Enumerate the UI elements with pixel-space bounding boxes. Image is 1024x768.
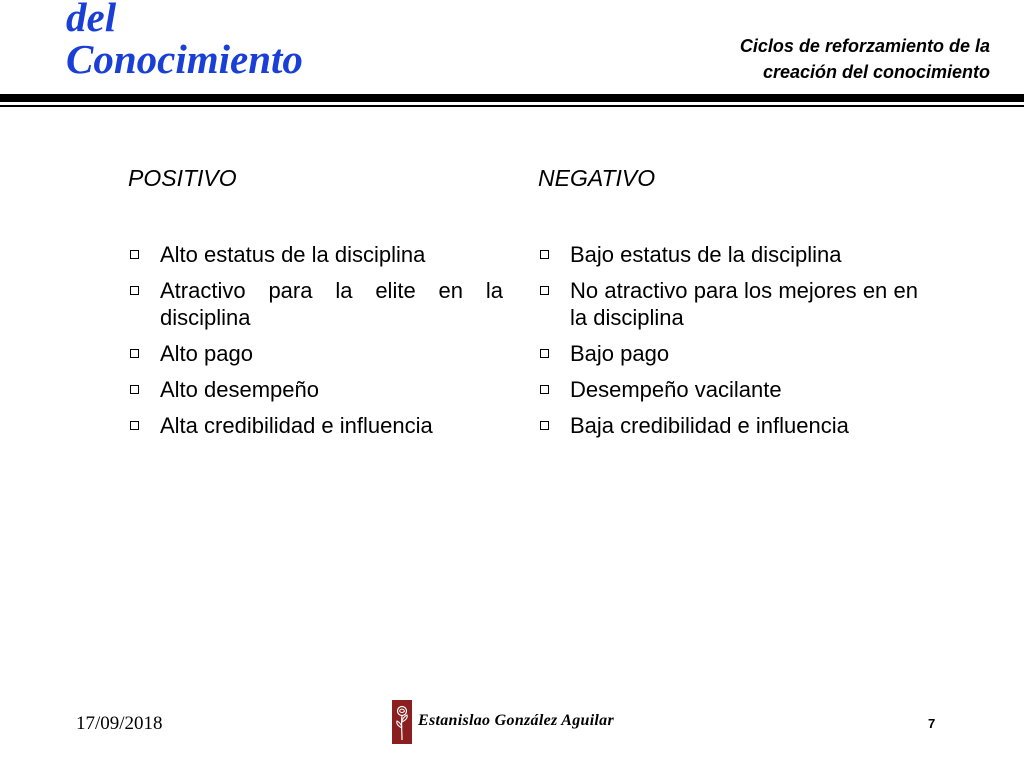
list-item bbox=[538, 241, 918, 268]
list-item-text: Atractivo para la elite en la disciplina bbox=[160, 278, 503, 330]
positive-heading: POSITIVO bbox=[128, 165, 237, 191]
positive-list bbox=[128, 241, 503, 439]
list-item-text: Alto pago bbox=[160, 341, 253, 366]
list-item bbox=[538, 412, 918, 439]
list-item bbox=[538, 277, 918, 331]
hollow-square-icon bbox=[540, 250, 549, 259]
list-item bbox=[128, 277, 503, 331]
header-rule-thin bbox=[0, 105, 1024, 107]
slide-title bbox=[740, 33, 990, 85]
rose-logo-icon bbox=[392, 700, 412, 744]
brand-line-2: Conocimiento bbox=[66, 36, 303, 82]
list-item-text: Desempeño vacilante bbox=[570, 377, 782, 402]
author-signature: Estanislao González Aguilar bbox=[418, 712, 615, 729]
list-item bbox=[538, 376, 918, 403]
hollow-square-icon bbox=[130, 385, 139, 394]
brand-title bbox=[66, 0, 303, 80]
list-item-text: No atractivo para los mejores en en la disciplina bbox=[570, 278, 918, 330]
hollow-square-icon bbox=[540, 421, 549, 430]
list-item bbox=[128, 340, 503, 367]
hollow-square-icon bbox=[130, 421, 139, 430]
footer-date: 17/09/2018 bbox=[76, 713, 163, 734]
hollow-square-icon bbox=[540, 349, 549, 358]
list-item-text: Alto estatus de la disciplina bbox=[160, 242, 426, 267]
list-item bbox=[538, 340, 918, 367]
list-item-text: Bajo estatus de la disciplina bbox=[570, 242, 842, 267]
negative-column bbox=[538, 163, 918, 448]
list-item-text: Alta credibilidad e influencia bbox=[160, 413, 433, 438]
list-item-text: Bajo pago bbox=[570, 341, 670, 366]
slide-title-line-1: Ciclos de reforzamiento de la bbox=[739, 36, 990, 56]
hollow-square-icon bbox=[540, 286, 549, 295]
positive-column bbox=[128, 163, 503, 448]
slide-title-line-2: creación del conocimiento bbox=[762, 62, 990, 82]
hollow-square-icon bbox=[130, 349, 139, 358]
list-item-text: Alto desempeño bbox=[160, 377, 319, 402]
list-item bbox=[128, 241, 503, 268]
brand-line-1: del bbox=[66, 0, 117, 40]
negative-heading: NEGATIVO bbox=[538, 165, 656, 191]
negative-list bbox=[538, 241, 918, 439]
hollow-square-icon bbox=[540, 385, 549, 394]
page-number: 7 bbox=[928, 716, 936, 731]
list-item bbox=[128, 376, 503, 403]
hollow-square-icon bbox=[130, 250, 139, 259]
list-item bbox=[128, 412, 503, 439]
header-rule-thick bbox=[0, 94, 1024, 102]
list-item-text: Baja credibilidad e influencia bbox=[570, 413, 849, 438]
hollow-square-icon bbox=[130, 286, 139, 295]
